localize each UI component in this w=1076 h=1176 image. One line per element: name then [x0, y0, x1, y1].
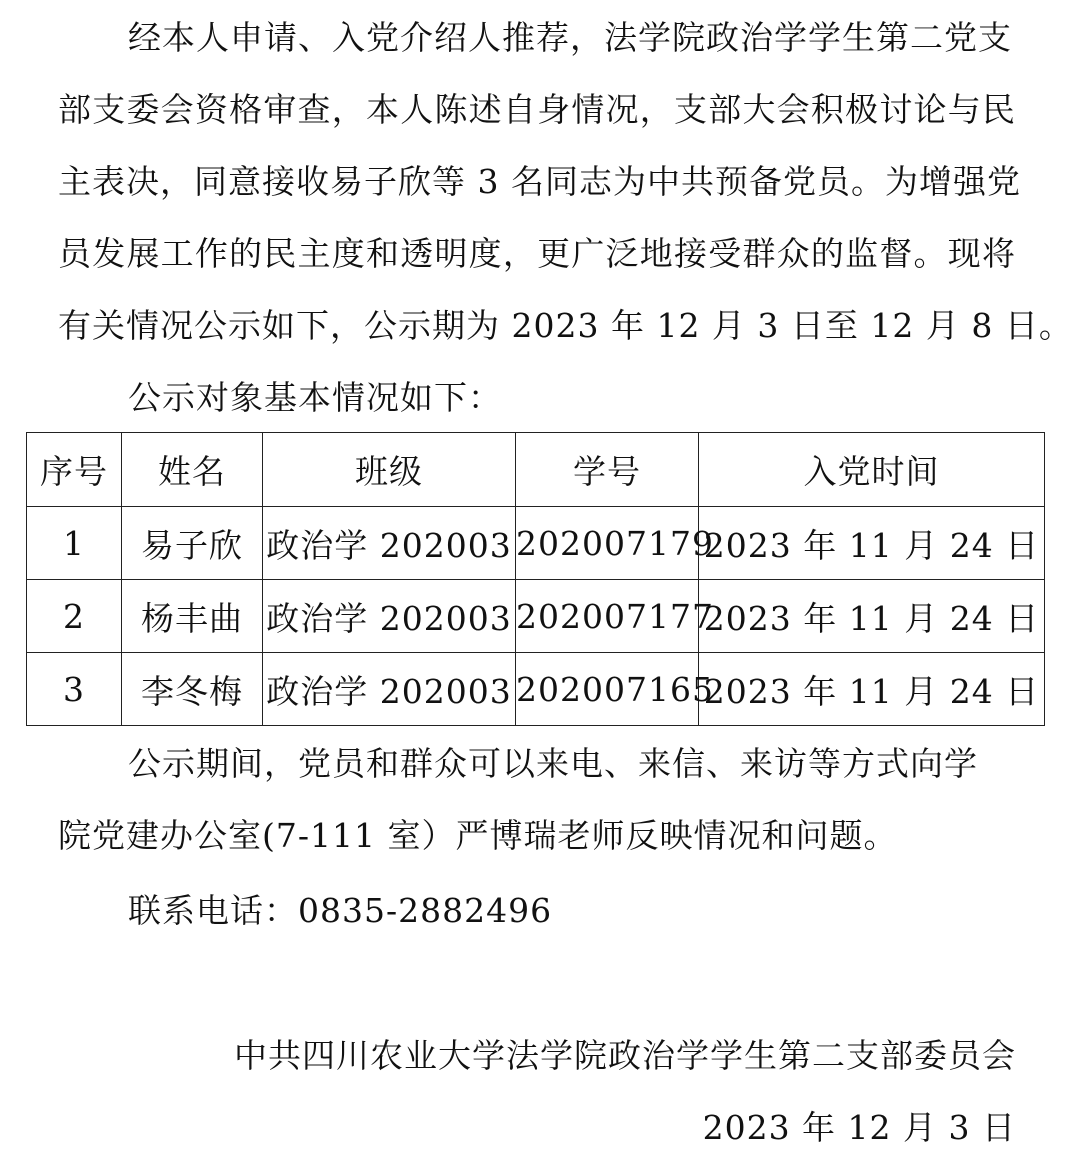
- cell-seq: 3: [27, 653, 122, 726]
- cell-join-date: 2023 年 11 月 24 日: [699, 580, 1045, 653]
- intro-line-5: 有关情况公示如下，公示期为 2023 年 12 月 3 日至 12 月 8 日。: [58, 306, 1073, 345]
- cell-student-id: 202007165: [516, 653, 699, 726]
- contact-phone: 联系电话：0835-2882496: [128, 891, 553, 930]
- cell-name: 易子欣: [122, 507, 263, 580]
- signature-date: 2023 年 12 月 3 日: [702, 1108, 1016, 1147]
- header-seq: 序号: [27, 433, 122, 507]
- table-row: [27, 653, 1045, 726]
- cell-name: 李冬梅: [122, 653, 263, 726]
- intro-line-3: 主表决，同意接收易子欣等 3 名同志为中共预备党员。为增强党: [58, 162, 1021, 201]
- intro-line-4: 员发展工作的民主度和透明度，更广泛地接受群众的监督。现将: [58, 234, 1016, 273]
- signature-org: 中共四川农业大学法学院政治学学生第二支部委员会: [234, 1036, 1016, 1075]
- cell-student-id: 202007177: [516, 580, 699, 653]
- header-student-id: 学号: [516, 433, 699, 507]
- table-header-row: [27, 433, 1045, 507]
- cell-seq: 1: [27, 507, 122, 580]
- cell-student-id: 202007179: [516, 507, 699, 580]
- cell-class: 政治学 202003: [263, 580, 516, 653]
- notice-line-2: 院党建办公室(7-111 室）严博瑞老师反映情况和问题。: [58, 816, 898, 855]
- intro-line-1: 经本人申请、入党介绍人推荐，法学院政治学学生第二党支: [128, 18, 1012, 57]
- cell-class: 政治学 202003: [263, 507, 516, 580]
- intro-line-2: 部支委会资格审查，本人陈述自身情况，支部大会积极讨论与民: [58, 90, 1016, 129]
- cell-name: 杨丰曲: [122, 580, 263, 653]
- header-name: 姓名: [122, 433, 263, 507]
- header-join-date: 入党时间: [699, 433, 1045, 507]
- cell-join-date: 2023 年 11 月 24 日: [699, 507, 1045, 580]
- cell-class: 政治学 202003: [263, 653, 516, 726]
- header-class: 班级: [263, 433, 516, 507]
- cell-join-date: 2023 年 11 月 24 日: [699, 653, 1045, 726]
- cell-seq: 2: [27, 580, 122, 653]
- table-row: [27, 507, 1045, 580]
- candidate-table: [26, 432, 1045, 726]
- notice-line-1: 公示期间，党员和群众可以来电、来信、来访等方式向学: [128, 744, 978, 783]
- table-row: [27, 580, 1045, 653]
- list-intro: 公示对象基本情况如下：: [128, 378, 502, 417]
